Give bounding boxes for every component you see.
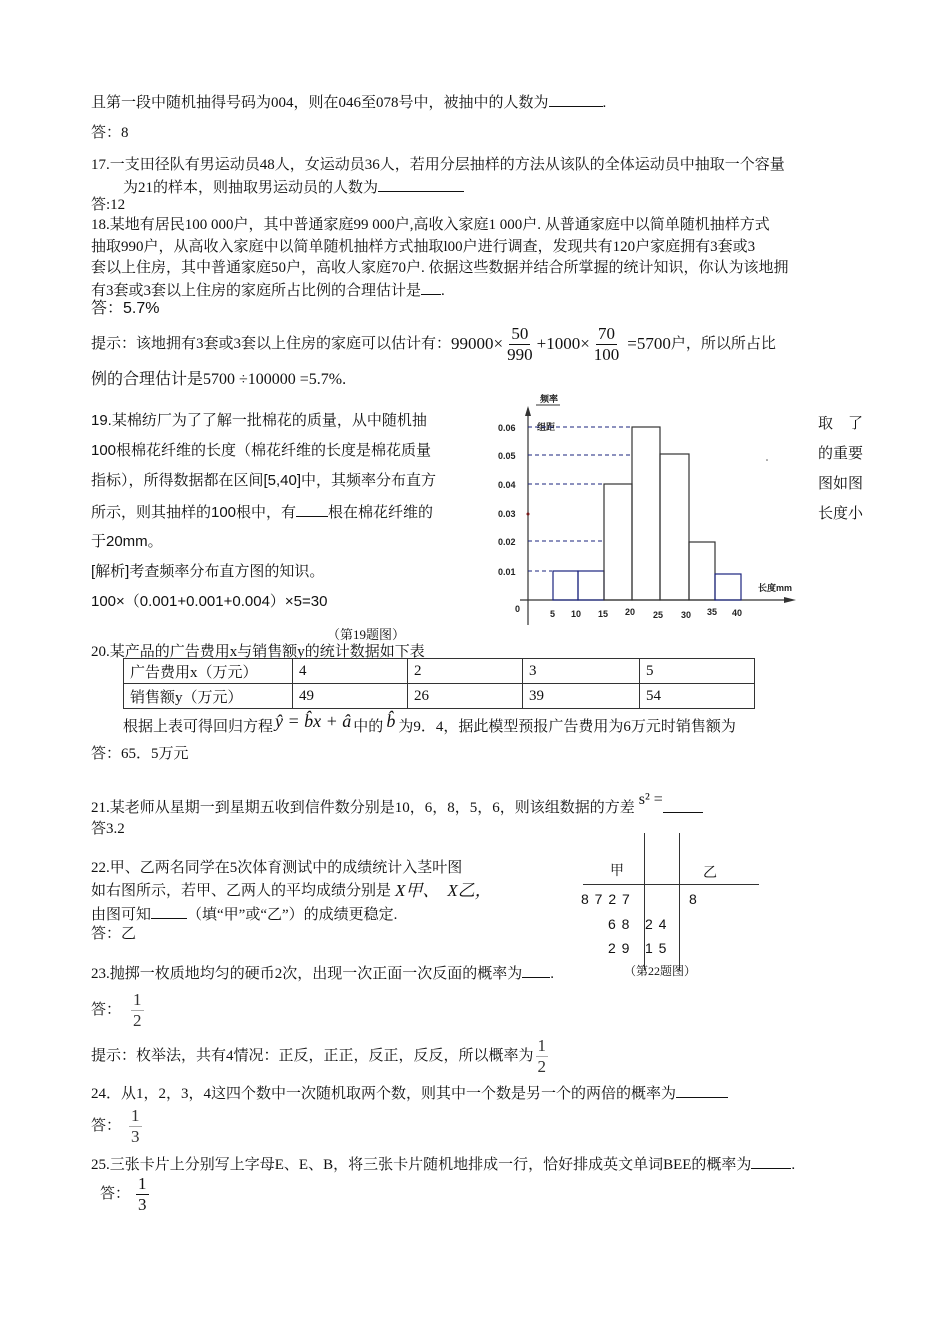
ad-sales-table: [123, 658, 755, 709]
variance-symbol: s² =: [638, 791, 663, 808]
fraction-70-100: [592, 324, 622, 365]
q19-line3-left: 指标），所得数据都在区间[5,40]中，其频率分布直方: [91, 472, 437, 489]
q18-answer: 答：5.7%: [91, 300, 160, 317]
table-cell: 销售额y（万元）: [124, 684, 293, 709]
mean-yi: X乙，: [447, 881, 492, 900]
q20-text-suffix: 为9．4，据此模型预报广告费用为6万元时销售额为: [398, 719, 736, 735]
q17-answer: 答:12: [91, 197, 126, 213]
answer-blank: [378, 177, 464, 192]
table-cell: 4: [293, 659, 408, 684]
b-hat: b̂: [386, 711, 396, 731]
table-cell: 广告费用x（万元）: [124, 659, 293, 684]
q19-line4-text: 所示，则其抽样的100根中，有: [91, 504, 297, 521]
svg-text:0.04: 0.04: [498, 480, 516, 490]
q20-title: 20.某产品的广告费用x与销售额y的统计数据如下表: [91, 644, 425, 660]
q19-line2-left: 100根棉花纤维的长度（棉花纤维的长度是棉花质量: [91, 442, 432, 459]
leaf-left-row1: 8 7 2 7: [581, 891, 631, 907]
q16-question: 且第一段中随机抽得号码为004，则在046至078号中，被抽中的人数为: [91, 95, 549, 111]
q17-line1: 17.一支田径队有男运动员48人，女运动员36人，若用分层抽样的方法从该队的全体运动员中抽取一个容量: [91, 157, 785, 173]
q21-question: 21.某老师从星期一到星期五收到信件数分别是10，6，8，5，6，则该组数据的方差: [91, 800, 635, 816]
q23-end: .: [550, 966, 555, 982]
q18-line2: 抽取990户，从高收入家庭中以简单随机抽样方式抽取l00户进行调查，发现共有120户家庭拥有3套或3: [91, 239, 756, 255]
q18-line4: [91, 280, 445, 300]
frac-num: 70: [598, 323, 616, 343]
q18-hint: [91, 322, 776, 366]
q22-line3-prefix: 由图可知: [91, 907, 152, 923]
answer-blank: [421, 280, 441, 295]
frac-num: 1: [537, 1035, 547, 1055]
header-yi: 乙: [703, 864, 717, 880]
q25-text: [91, 1154, 795, 1174]
answer-label: 答：: [91, 1002, 122, 1018]
leaf-left-row2: 6 8: [608, 916, 631, 932]
answer-blank: [296, 502, 328, 517]
frac-den: 3: [131, 1126, 140, 1146]
frac-num: 50: [511, 323, 529, 343]
table-row: [124, 684, 755, 709]
q16-text: [91, 92, 606, 112]
q17-line2: [123, 177, 464, 197]
q23-hint: [91, 1034, 550, 1078]
answer-blank: [522, 963, 550, 978]
q19-line4-left: [91, 502, 433, 522]
answer-blank: [549, 92, 603, 107]
svg-text:35: 35: [707, 607, 718, 617]
q25-end: .: [791, 1157, 796, 1173]
q18-line4-text: 有3套或3套以上住房的家庭所占比例的合理估计是: [91, 283, 422, 299]
q19-line4-right: 长度小: [818, 505, 864, 522]
fraction-1-3: [136, 1174, 149, 1215]
stem-leaf-plot: [575, 833, 765, 975]
frac-num: 1: [133, 989, 142, 1009]
svg-text:0.06: 0.06: [498, 423, 516, 433]
svg-text:0.01: 0.01: [498, 567, 516, 577]
fraction-50-990: [505, 324, 535, 365]
table-cell: 2: [408, 659, 523, 684]
answer-label: 答：: [100, 1186, 131, 1202]
q22-line2: [91, 882, 492, 900]
q20-answer: 答：65．5万元: [91, 746, 189, 762]
hint-term3: =5700: [627, 334, 671, 353]
svg-text:0.02: 0.02: [498, 537, 516, 547]
frequency-histogram: [480, 390, 810, 630]
svg-text:0.05: 0.05: [498, 451, 516, 461]
q20-text-mid: 中的: [353, 719, 384, 735]
q18-line3: 套以上住房，其中普通家庭50户，高收人家庭70户. 依据这些数据并结合所掌握的统计知识，你认为该地拥: [91, 260, 789, 276]
y-label-bottom: 组距: [537, 422, 556, 432]
leaf-right-row1: 8: [689, 891, 697, 907]
q22-answer: 答：乙: [91, 926, 137, 942]
q17-line2-text: 为21的样本，则抽取男运动员的人数为: [123, 180, 379, 196]
table-cell: 3: [523, 659, 640, 684]
q18-hint-prefix: 提示：该地拥有3套或3套以上住房的家庭可以估计有：: [91, 336, 452, 352]
q22-line2-text: 如右图所示，若甲、乙两人的平均成绩分别是: [91, 883, 392, 899]
stem-row2: 2 4: [645, 916, 668, 932]
q20-text-prefix: 根据上表可得回归方程: [123, 719, 274, 735]
table-cell: 54: [640, 684, 755, 709]
q19-line1-right: 取 了: [818, 415, 864, 432]
answer-blank: [663, 798, 703, 813]
hint-term1: 99000×: [451, 334, 504, 353]
q19-line2-right: 的重要: [818, 445, 864, 462]
q19-caption: （第19题图）: [327, 627, 406, 642]
q19-line3-right: 图如图: [818, 475, 864, 492]
q20-text: [123, 711, 736, 736]
frac-num: 1: [138, 1173, 147, 1193]
answer-blank: [751, 1154, 791, 1169]
svg-text:20: 20: [625, 607, 636, 617]
q16-answer: 答：8: [91, 125, 129, 141]
answer-label: 答：: [91, 1118, 122, 1134]
q24-answer: [91, 1104, 144, 1148]
svg-text:5: 5: [550, 609, 556, 619]
hint-term2: +1000×: [536, 334, 590, 353]
table-cell: 26: [408, 684, 523, 709]
svg-text:0: 0: [515, 604, 521, 614]
q19-calc: 100×（0.001+0.001+0.004）×5=30: [91, 593, 328, 610]
table-row: [124, 659, 755, 684]
fraction-1-2: [131, 990, 144, 1031]
q19-line1-left: 19.某棉纺厂为了了解一批棉花的质量，从中随机抽: [91, 412, 427, 429]
q23-question: 23.抛掷一枚质地均匀的硬币2次，出现一次正面一次反面的概率为: [91, 966, 523, 982]
x-axis-label: 长度mm: [758, 583, 793, 593]
table-cell: 39: [523, 684, 640, 709]
q22-line1: 22.甲、乙两名同学在5次体育测试中的成绩统计入茎叶图: [91, 860, 463, 876]
svg-text:25: 25: [653, 610, 664, 620]
answer-blank: [676, 1083, 728, 1098]
fraction-1-2: [536, 1036, 549, 1077]
frac-den: 2: [133, 1010, 142, 1030]
q23-hint-text: 提示：枚举法，共有4情况：正反，正正，反正，反反，所以概率为: [91, 1048, 534, 1064]
q19-analysis: [解析]考查频率分布直方图的知识。: [91, 563, 325, 580]
q22-line3-suffix: （填“甲”或“乙”）的成绩更稳定.: [187, 907, 398, 923]
q25-answer: [100, 1172, 151, 1216]
svg-text:15: 15: [598, 609, 609, 619]
leaf-left-row3: 2 9: [608, 940, 631, 956]
fraction-1-3: [129, 1106, 142, 1147]
q19-line4-mid: 根在棉花纤维的: [328, 504, 434, 521]
q19-line5: 于20mm。: [91, 533, 163, 550]
q16-end: .: [602, 95, 607, 111]
q18-end: .: [441, 283, 445, 299]
q18-hint-suffix: 户，所以所占比: [670, 336, 776, 352]
q21-answer: 答3.2: [91, 821, 125, 837]
q22-caption: （第22题图）: [624, 964, 697, 978]
frac-num: 1: [131, 1105, 140, 1125]
q24-question: 24．从1，2，3，4这四个数中一次随机取两个数，则其中一个数是另一个的两倍的概率为: [91, 1086, 677, 1102]
svg-text:30: 30: [681, 610, 692, 620]
svg-text:10: 10: [571, 609, 582, 619]
q22-line3: [91, 904, 397, 924]
q24-text: [91, 1083, 728, 1103]
q25-question: 25.三张卡片上分别写上字母E、E、B，将三张卡片随机地排成一行，恰好排成英文单词BEE的概率为: [91, 1157, 752, 1173]
stem-divider-right: [679, 833, 680, 970]
svg-text:0.03: 0.03: [498, 509, 516, 519]
table-cell: 49: [293, 684, 408, 709]
table-cell: 5: [640, 659, 755, 684]
frac-den: 3: [138, 1194, 147, 1214]
header-jia: 甲: [610, 862, 624, 878]
q23-answer: [91, 988, 146, 1032]
q21-text: [91, 791, 703, 817]
svg-text:40: 40: [732, 608, 743, 618]
y-label-top: 频率: [540, 394, 559, 404]
q18-hint-line2: 例的合理估计是5700 ÷100000 =5.7%.: [91, 371, 347, 388]
answer-blank: [151, 904, 187, 919]
q23-text: [91, 963, 554, 983]
regression-equation: ŷ = b̂x + â: [275, 711, 352, 731]
frac-den: 2: [537, 1056, 547, 1076]
q18-line1: 18.某地有居民100 000户，其中普通家庭99 000户,高收入家庭1 000户. 从普通家庭中以简单随机抽样方式: [91, 217, 770, 233]
frac-den: 100: [593, 344, 620, 364]
mean-jia: X甲、: [395, 881, 440, 900]
frac-den: 990: [507, 344, 533, 364]
header-divider: [583, 884, 759, 885]
stem-row3: 1 5: [645, 940, 668, 956]
